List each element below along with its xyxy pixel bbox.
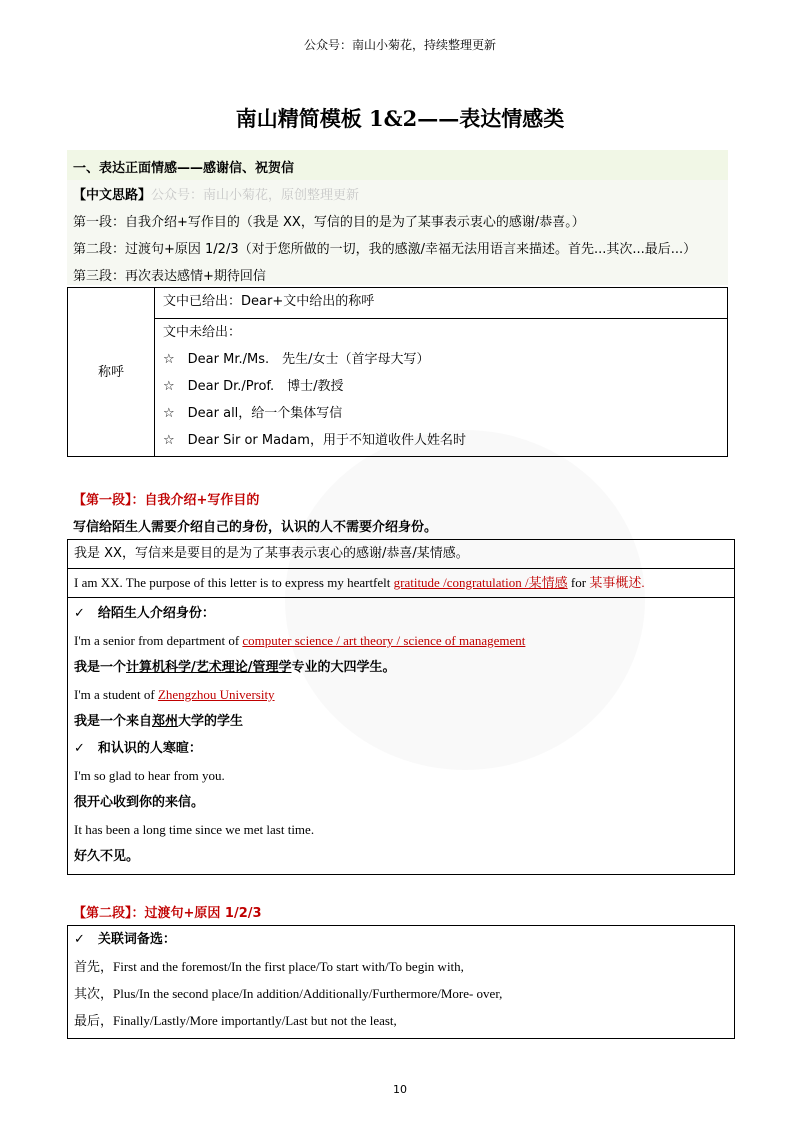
example-line [74, 681, 734, 708]
example-highlight: 郑州 [152, 714, 179, 729]
example-line: 很开心收到你的来信。 [74, 795, 205, 810]
salutation-not-given: 文中未给出： [163, 325, 242, 340]
known-heading: ✓ 和认识的人寒暄： [74, 741, 202, 756]
connective-line: 首先，First and the foremost/In the first place/To start with/To begin with, [74, 959, 464, 974]
example-text: 专业的大四学生。 [291, 660, 396, 675]
example-text: 大学的学生 [178, 714, 244, 729]
thinking-line [73, 184, 359, 203]
watermark-text: 公众号：南山小菊花，原创整理更新 [151, 188, 360, 203]
salutation-item: ☆ Dear all，给一个集体写信 [163, 406, 343, 421]
en-event: 某事概述 [589, 575, 642, 590]
connective-line: 最后，Finally/Lastly/More importantly/Last but not the least, [74, 1013, 397, 1028]
page-number: 10 [393, 1083, 407, 1096]
salutation-item: ☆ Dear Sir or Madam，用于不知道收件人姓名时 [163, 433, 466, 448]
para1-examples-cell [68, 598, 735, 875]
page-title: 南山精简模板 1&2——表达情感类 [235, 106, 565, 131]
example-line: I'm so glad to hear from you. [74, 768, 225, 783]
section-heading: 一、表达正面情感——感谢信、祝贺信 [73, 161, 295, 176]
para1-row-cn-text: 我是 XX，写信来是要目的是为了某事表示衷心的感谢/恭喜/某情感。 [74, 546, 469, 561]
para2-table [67, 925, 735, 1039]
salutation-options-cell [155, 319, 728, 457]
salutation-table [67, 287, 728, 457]
connectives-heading: ✓ 关联词备选： [74, 932, 176, 947]
salutation-label: 称呼 [97, 364, 124, 380]
example-line: It has been a long time since we met last time. [74, 822, 315, 837]
example-line [74, 627, 734, 654]
outline-para-2: 第二段：过渡句+原因 1/2/3（对于您所做的一切，我的感激/幸福无法用语言来描述。首先...其次...最后...） [73, 242, 697, 257]
example-text: I'm a senior from department of [74, 633, 243, 648]
en-period: . [641, 575, 645, 590]
para1-heading: 【第一段】：自我介绍+写作目的 [73, 493, 260, 508]
para1-row-en [68, 569, 735, 598]
para2-heading: 【第二段】：过渡句+原因 1/2/3 [73, 906, 262, 921]
en-emotion: gratitude /congratulation /某情感 [393, 575, 568, 590]
example-highlight: 计算机科学/艺术理论/管理学 [126, 660, 292, 675]
example-line [74, 708, 734, 735]
para1-row-en-text [74, 569, 734, 596]
para1-intro: 写信给陌生人需要介绍自己的身份，认识的人不需要介绍身份。 [73, 520, 438, 535]
salutation-item: ☆ Dear Mr./Ms. 先生/女士（首字母大写） [163, 352, 430, 367]
connective-line: 其次，Plus/In the second place/In addition/Additionally/Furthermore/More- over, [74, 986, 503, 1001]
page-header: 公众号：南山小菊花，持续整理更新 [303, 38, 496, 52]
example-text: 我是一个 [74, 660, 127, 675]
example-highlight: computer science / art theory / science of management [242, 633, 526, 648]
thinking-label: 【中文思路】 [73, 188, 152, 203]
salutation-label-cell [68, 288, 155, 457]
example-text: I'm a student of [74, 687, 158, 702]
salutation-given: 文中已给出：Dear+文中给出的称呼 [163, 294, 375, 309]
salutation-item: ☆ Dear Dr./Prof. 博士/教授 [163, 379, 344, 394]
stranger-heading: ✓ 给陌生人介绍身份： [74, 606, 215, 621]
para2-cell [68, 926, 735, 1039]
example-line [74, 654, 734, 681]
para1-table [67, 539, 735, 875]
para1-row-cn [68, 540, 735, 569]
salutation-given-cell [155, 288, 728, 319]
en-for: for [567, 575, 590, 590]
example-line: 好久不见。 [74, 849, 140, 864]
outline-para-3: 第三段：再次表达感情+期待回信 [73, 269, 266, 284]
outline-para-1: 第一段：自我介绍+写作目的（我是 XX，写信的目的是为了某事表示衷心的感谢/恭喜。） [73, 215, 585, 230]
en-text: I am XX. The purpose of this letter is to express my heartfelt [74, 575, 394, 590]
example-text: 我是一个来自 [74, 714, 153, 729]
example-highlight: Zhengzhou University [157, 687, 275, 702]
